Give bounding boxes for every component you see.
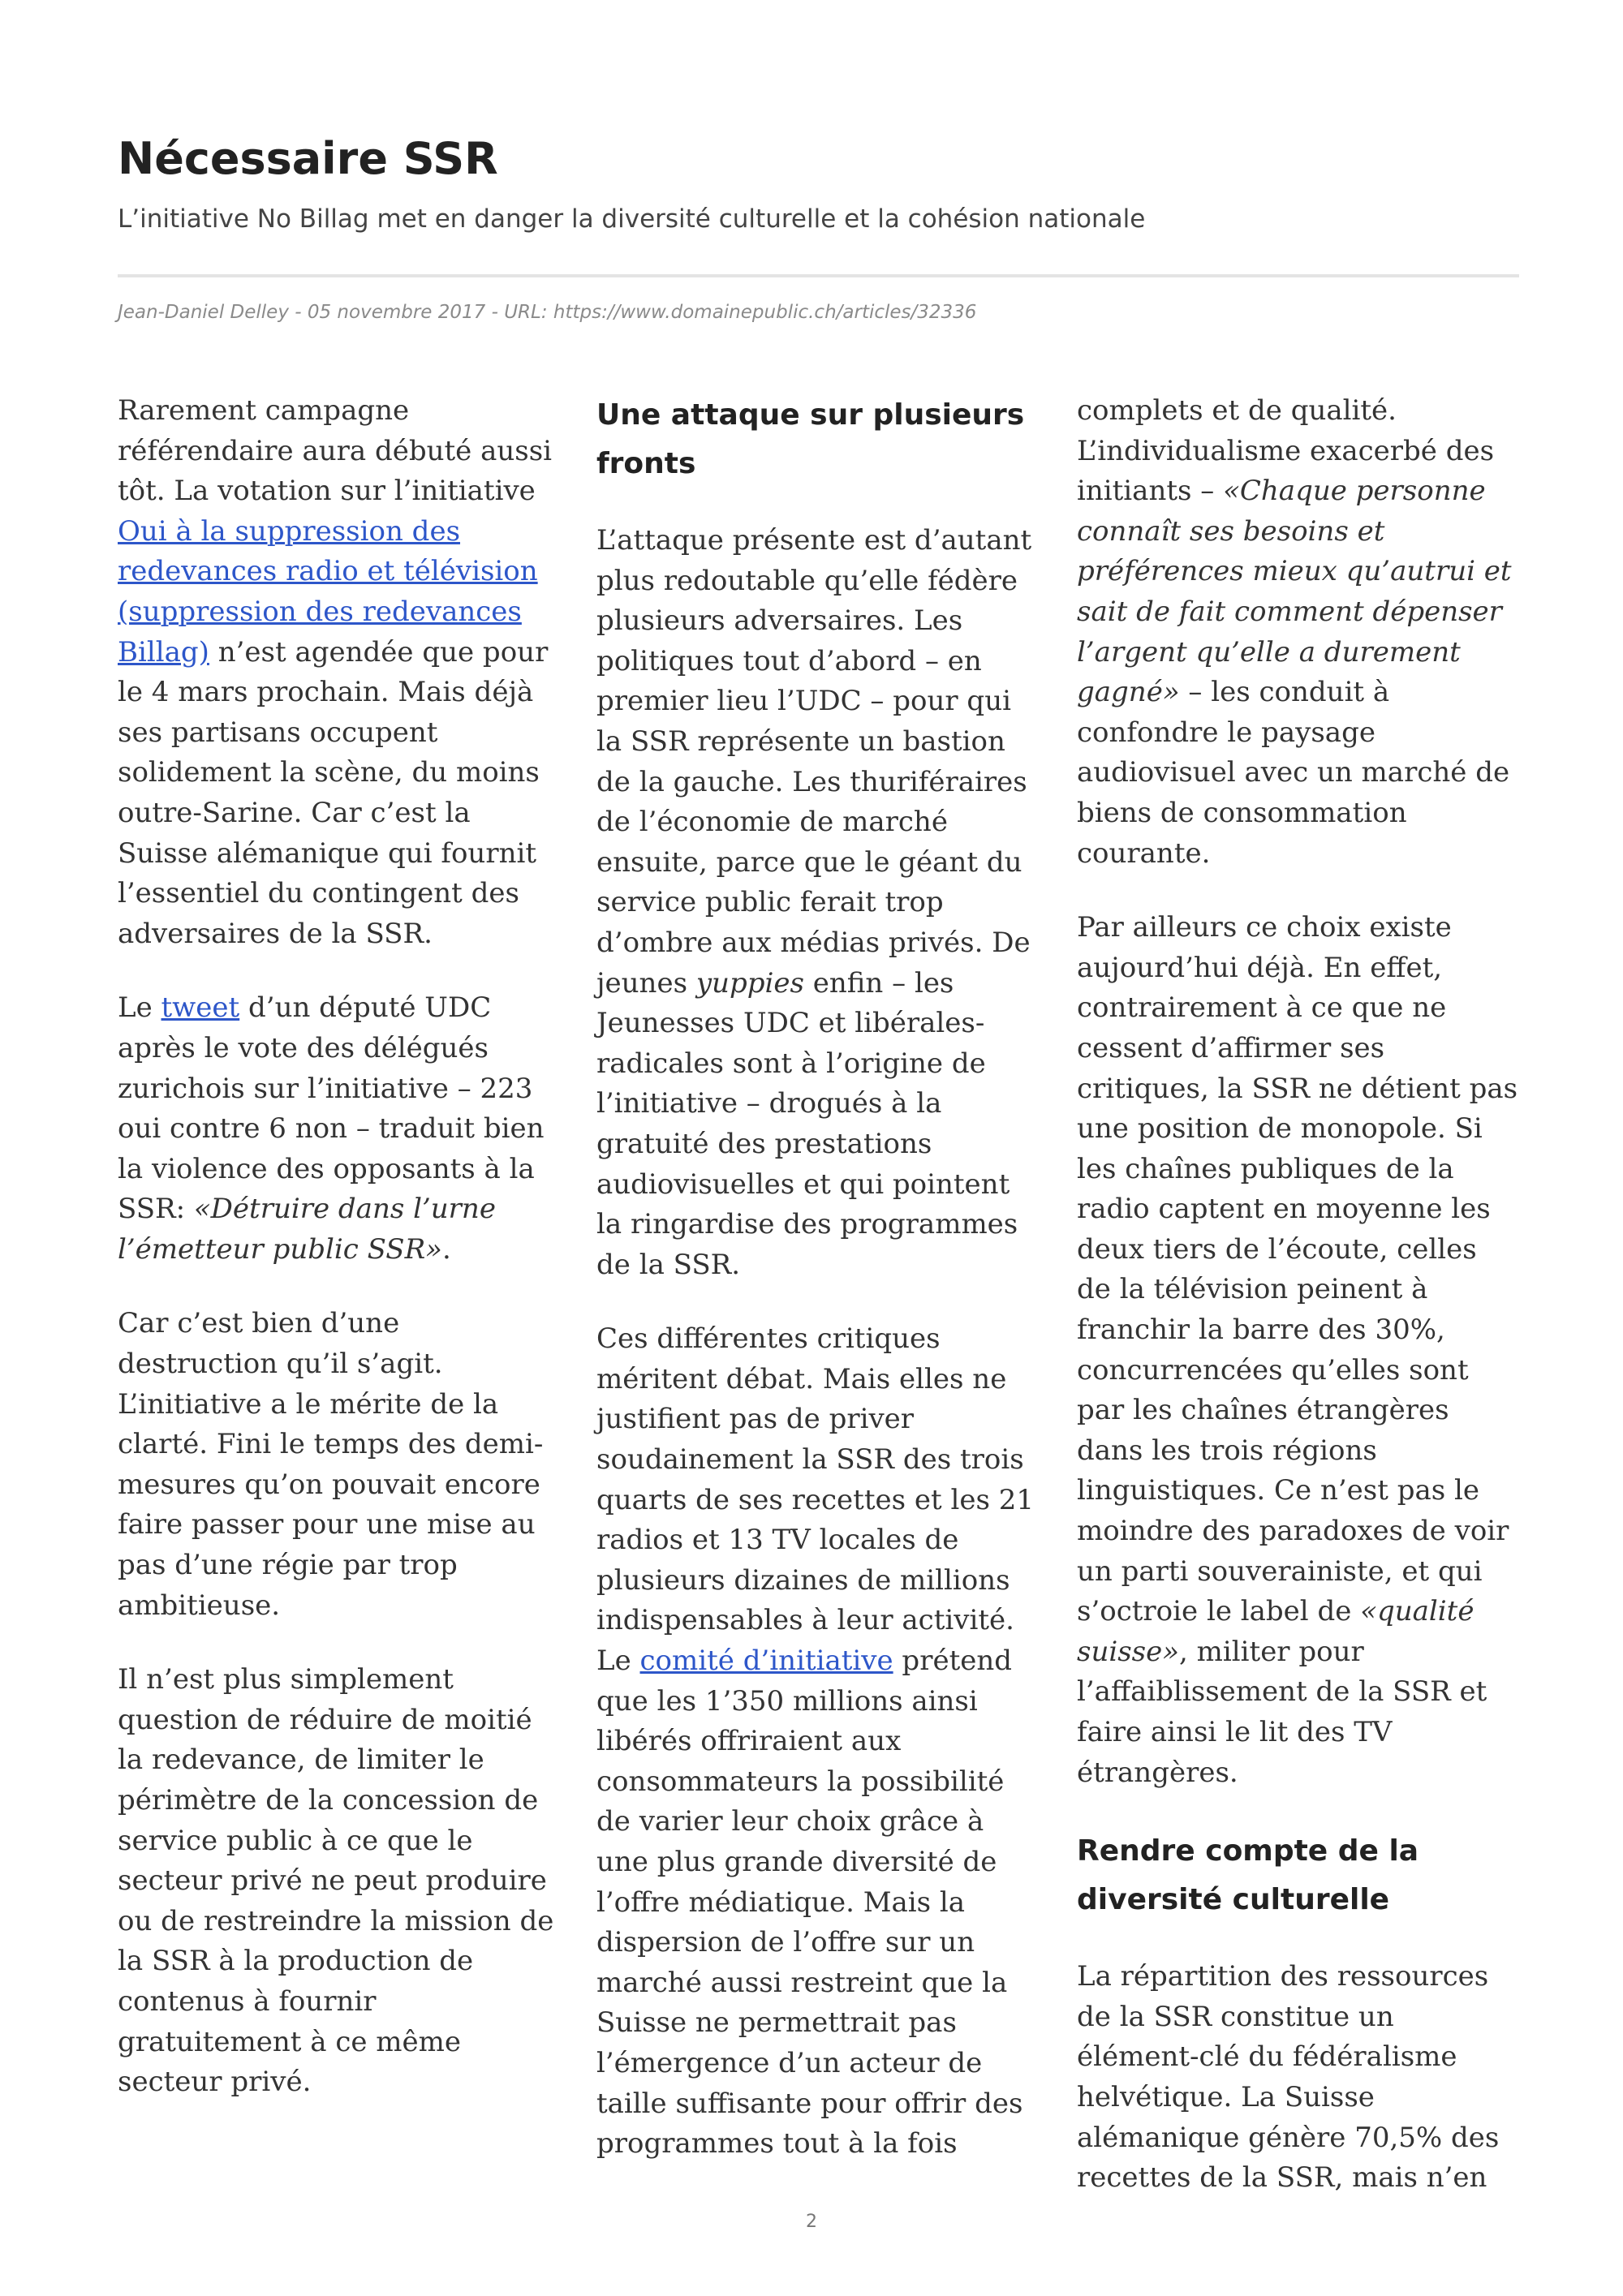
paragraph: Ces différentes critiques méritent débat. Mais elles ne justifient pas de priver soudainement la SSR des trois quarts de ses recettes et les 21 radios et 13 TV locales de plusieurs dizaines de millions indispensables à leur activité. Le comité d’initiative prétend que les 1’350 millions ainsi libérés offriraient aux consommateurs la possibilité de varier leur choix grâce à une plus grande diversité de l’offre médiatique. Mais la dispersion de l’offre sur un marché aussi restreint que la Suisse ne permettrait pas l’émergence d’un acteur de taille suffisante pour offrir des programmes tout à la fois (596, 1322, 1034, 2161)
paragraph: Il n’est plus simplement question de réduire de moitié la redevance, de limiter le périmètre de la concession de service public à ce que le secteur privé ne peut produire ou de restreindre la mission de la SSR à la production de contenus à fournir gratuitement à ce même secteur privé. (118, 1663, 554, 2099)
section-heading: Une attaque sur plusieurs fronts (596, 398, 1025, 480)
column-3 (1077, 391, 1519, 2233)
paragraph: L’attaque présente est d’autant plus redoutable qu’elle fédère plusieurs adversaires. Les politiques tout d’abord – en premier lieu l’UDC – pour qui la SSR représente un bastion de la gauche. Les thuriféraires de l’économie de marché ensuite, parce que le géant du service public ferait trop d’ombre aux médias privés. De jeunes yuppies enfin – les Jeunesses UDC et libérales-radicales sont à l’origine de l’initiative – drogués à la gratuité des prestations audiovisuelles et qui pointent la ringardise des programmes de la SSR. (596, 524, 1032, 1281)
quote: «Détruire dans l’urne l’émetteur public SSR» (118, 1193, 496, 1266)
quote: «Chaque personne connaît ses besoins et préférences mieux qu’autrui et sait de fait comment dépenser l’argent qu’elle a durement gagné» (1077, 475, 1512, 709)
quote: «qualité suisse» (1077, 1595, 1474, 1668)
comite-initiative-link[interactable]: comité d’initiative (639, 1645, 893, 1678)
section-heading: Rendre compte de la diversité culturelle (1077, 1834, 1419, 1917)
emphasis: yuppies (695, 966, 804, 1000)
initiative-link[interactable]: Oui à la suppression des redevances radio et télévision (suppression des redevances Billag) (118, 514, 538, 669)
header-divider (118, 274, 1519, 277)
paragraph: Rarement campagne référendaire aura débuté aussi tôt. La votation sur l’initiative Oui à la suppression des redevances radio et télévision (suppression des redevances Billag) n’est agendée que pour le 4 mars prochain. Mais déjà ses partisans occupent solidement la scène, du moins outre-Sarine. Car c’est la Suisse alémanique qui fournit l’essentiel du contingent des adversaires de la SSR. (118, 394, 553, 950)
page-number: 2 (806, 2212, 817, 2232)
tweet-link[interactable]: tweet (161, 991, 240, 1025)
column-1 (118, 391, 560, 2137)
column-2 (596, 391, 1039, 2199)
paragraph: La répartition des ressources de la SSR constitue un élément-clé du fédéralisme helvétique. La Suisse alémanique génère 70,5% des recettes de la SSR, mais n’en (1077, 1960, 1500, 2195)
article-meta: Jean-Daniel Delley - 05 novembre 2017 - URL: https://www.domainepublic.ch/articles/32336 (118, 302, 977, 323)
paragraph: complets et de qualité. L’individualisme exacerbé des initiants – «Chaque personne connaît ses besoins et préférences mieux qu’autrui et sait de fait comment dépenser l’argent qu’elle a durement gagné» – les conduit à confondre le paysage audiovisuel avec un marché de biens de consommation courante. (1077, 394, 1512, 870)
page-title: Nécessaire SSR (118, 133, 498, 184)
paragraph: Car c’est bien d’une destruction qu’il s’agit. L’initiative a le mérite de la clarté. Fini le temps des demi-mesures qu’on pouvait encore faire passer pour une mise au pas d’une régie par trop ambitieuse. (118, 1307, 544, 1622)
article-subtitle: L’initiative No Billag met en danger la diversité culturelle et la cohésion nationale (118, 204, 1146, 234)
paragraph: Le tweet d’un député UDC après le vote des délégués zurichois sur l’initiative – 223 oui contre 6 non – traduit bien la violence des opposants à la SSR: «Détruire dans l’urne l’émetteur public SSR». (118, 991, 545, 1266)
paragraph: Par ailleurs ce choix existe aujourd’hui déjà. En effet, contrairement à ce que ne cessent d’affirmer ses critiques, la SSR ne détient pas une position de monopole. Si les chaînes publiques de la radio captent en moyenne les deux tiers de l’écoute, celles de la télévision peinent à franchir la barre des 30%, concurrencées qu’elles sont par les chaînes étrangères dans les trois régions linguistiques. Ce n’est pas le moindre des paradoxes de voir un parti souverainiste, et qui s’octroie le label de «qualité suisse», militer pour l’affaiblissement de la SSR et faire ainsi le lit des TV étrangères. (1077, 911, 1518, 1789)
